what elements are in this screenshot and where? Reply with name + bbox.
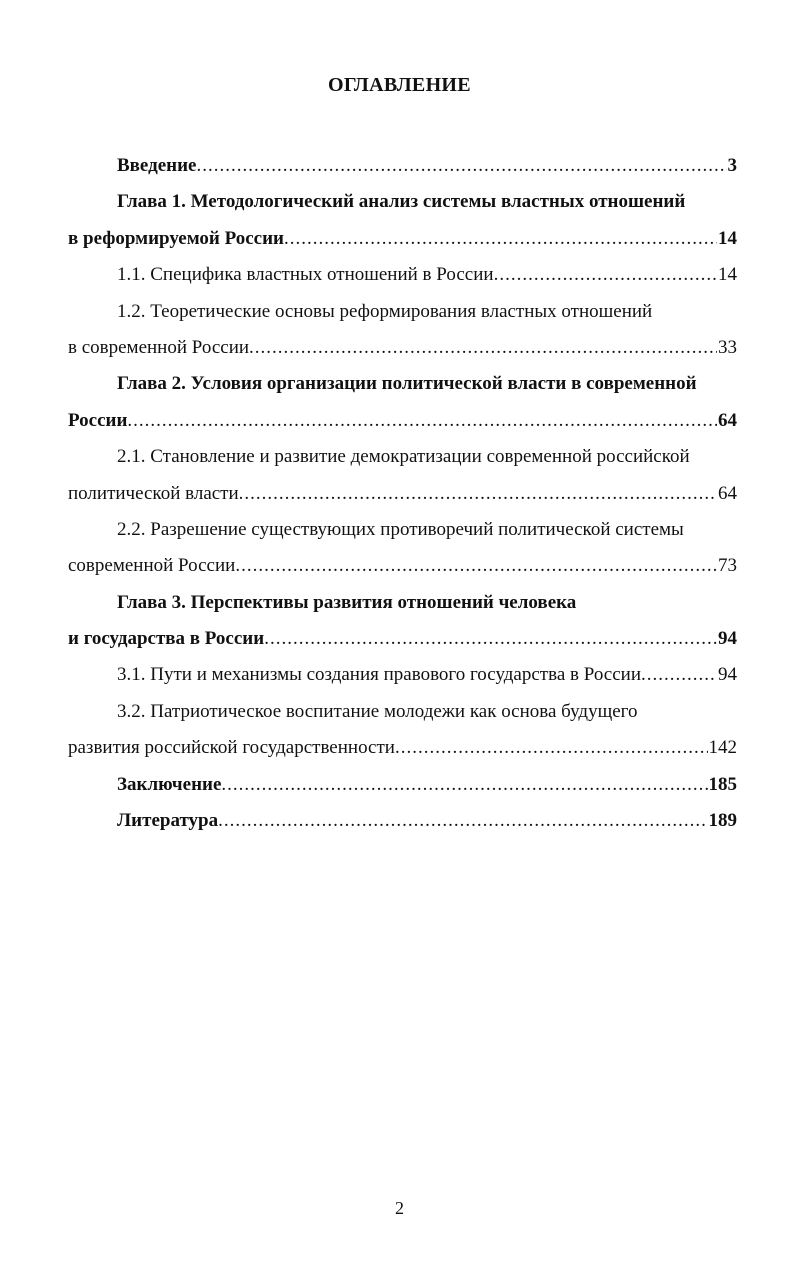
- toc-entry-title: Глава 2. Условия организации политической власти в современной: [117, 373, 697, 395]
- toc-page-number: 64: [718, 482, 737, 504]
- toc-entry-title: в современной России: [68, 336, 250, 358]
- toc-entry: [68, 184, 737, 257]
- toc-page-number: 14: [718, 264, 737, 286]
- toc-entry-title: 2.1. Становление и развитие демократизации современной российской: [117, 446, 690, 468]
- toc-line: [68, 257, 737, 293]
- toc-entry: [68, 294, 737, 367]
- dot-leader: [218, 803, 707, 839]
- toc-entry-title: 3.1. Пути и механизмы создания правового государства в России: [117, 664, 641, 686]
- toc-line-continuation: [68, 403, 737, 439]
- toc-entry-title: Глава 1. Методологический анализ системы властных отношений: [117, 191, 686, 213]
- table-of-contents: [68, 148, 737, 839]
- dot-leader: [395, 730, 708, 766]
- toc-line-continuation: [68, 221, 737, 257]
- toc-line: [68, 767, 737, 803]
- toc-entry: [68, 148, 737, 184]
- dot-leader: [221, 767, 707, 803]
- toc-line: [68, 803, 737, 839]
- toc-page-number: 14: [718, 227, 737, 249]
- toc-line: [68, 694, 737, 730]
- toc-entry-title: современной России: [68, 555, 236, 577]
- dot-leader: [641, 657, 717, 693]
- dot-leader: [235, 548, 717, 584]
- dot-leader: [284, 221, 717, 257]
- toc-entry-title: России: [68, 409, 128, 431]
- toc-entry-title: 3.2. Патриотическое воспитание молодежи как основа будущего: [117, 700, 638, 722]
- page-title: ОГЛАВЛЕНИЕ: [328, 74, 471, 96]
- page-number: 2: [395, 1198, 404, 1218]
- toc-line: [68, 512, 737, 548]
- toc-page-number: 94: [718, 664, 737, 686]
- toc-entry-title: 1.2. Теоретические основы реформирования властных отношений: [117, 300, 653, 322]
- toc-entry-title: развития российской государственности: [68, 737, 395, 759]
- toc-entry-title: Введение: [117, 155, 197, 176]
- toc-line: [68, 148, 737, 184]
- toc-entry: [68, 803, 737, 839]
- toc-line: [68, 439, 737, 475]
- dot-leader: [494, 257, 717, 293]
- toc-entry-title: Глава 3. Перспективы развития отношений человека: [117, 591, 577, 613]
- toc-entry: [68, 585, 737, 658]
- toc-page-number: 73: [718, 555, 737, 577]
- toc-line: [68, 657, 737, 693]
- dot-leader: [264, 621, 717, 657]
- toc-line-continuation: [68, 730, 737, 766]
- toc-line-continuation: [68, 621, 737, 657]
- toc-entry: [68, 257, 737, 293]
- toc-entry-title: 1.1. Специфика властных отношений в России: [117, 264, 494, 286]
- toc-entry: [68, 512, 737, 585]
- toc-line-continuation: [68, 476, 737, 512]
- toc-entry-title: в реформируемой России: [68, 227, 285, 249]
- dot-leader: [197, 148, 727, 184]
- toc-page-number: 3: [727, 155, 737, 176]
- toc-entry: [68, 366, 737, 439]
- dot-leader: [239, 476, 717, 512]
- toc-page-number: 189: [708, 810, 737, 832]
- toc-entry-title: Заключение: [117, 773, 222, 795]
- toc-line: [68, 184, 737, 220]
- toc-line: [68, 585, 737, 621]
- toc-entry-title: и государства в России: [68, 628, 265, 650]
- dot-leader: [127, 403, 717, 439]
- toc-page-number: 64: [718, 409, 737, 431]
- toc-page-number: 185: [708, 773, 737, 795]
- toc-line-continuation: [68, 330, 737, 366]
- toc-entry: [68, 694, 737, 767]
- toc-entry-title: 2.2. Разрешение существующих противоречий политической системы: [117, 518, 684, 540]
- toc-line-continuation: [68, 548, 737, 584]
- toc-entry: [68, 439, 737, 512]
- toc-page-number: 33: [718, 336, 737, 358]
- dot-leader: [249, 330, 717, 366]
- toc-line: [68, 294, 737, 330]
- toc-entry-title: политической власти: [68, 482, 239, 504]
- toc-page-number: 142: [708, 737, 737, 759]
- toc-entry-title: Литература: [117, 810, 219, 832]
- toc-entry: [68, 767, 737, 803]
- toc-entry: [68, 657, 737, 693]
- toc-line: [68, 366, 737, 402]
- toc-page-number: 94: [718, 628, 737, 650]
